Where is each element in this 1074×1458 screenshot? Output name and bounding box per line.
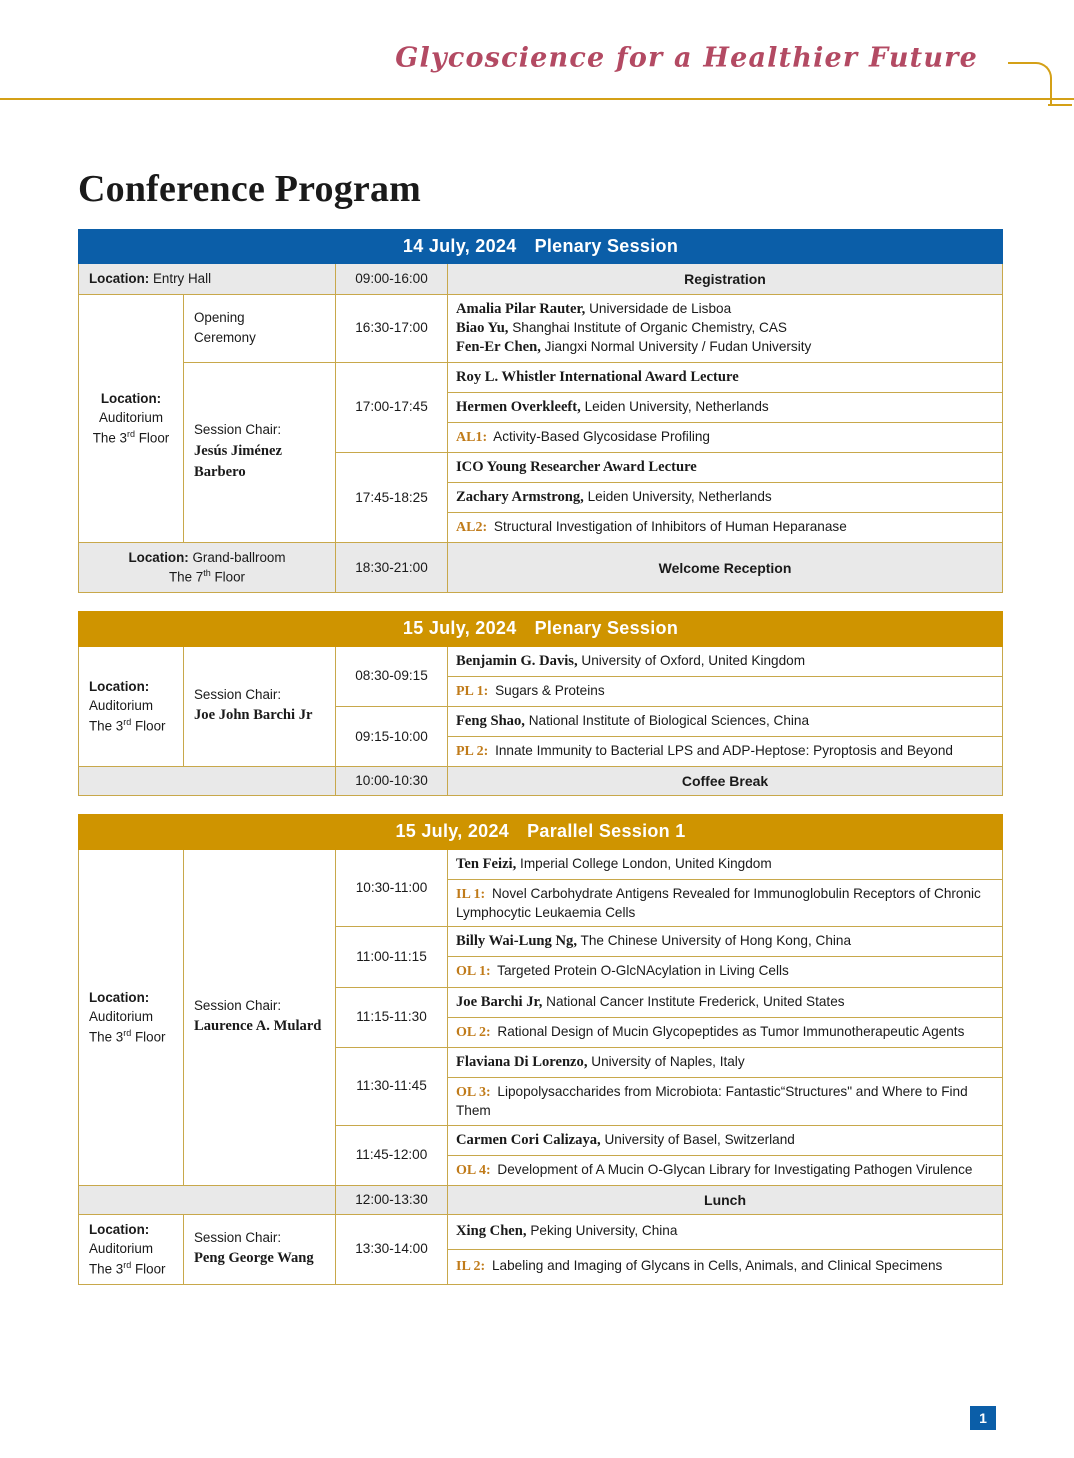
award-title: Roy L. Whistler International Award Lecture <box>448 362 1003 392</box>
chair-label: Session Chair: <box>194 422 282 438</box>
talk-title: Activity-Based Glycosidase Profiling <box>493 428 710 444</box>
chair-label: Session Chair: <box>194 1230 282 1246</box>
page-header <box>0 0 1074 112</box>
talk-time: 11:00-11:15 <box>336 927 448 987</box>
talk-time: 11:45-12:00 <box>336 1125 448 1185</box>
talk-code: OL 2: <box>456 1024 491 1040</box>
location-line2: The 3 <box>92 430 127 446</box>
page-title: Conference Program <box>78 168 422 210</box>
talk-title: Development of A Mucin O-Glycan Library for Investigating Pathogen Virulence <box>497 1161 973 1177</box>
talk-speaker: Billy Wai-Lung Ng, The Chinese University of Hong Kong, China <box>448 927 1003 957</box>
award-talk <box>448 512 1003 542</box>
opening-ceremony-label: Opening Ceremony <box>184 294 336 362</box>
talk-time: 11:30-11:45 <box>336 1047 448 1125</box>
location-line1: Auditorium <box>98 410 163 426</box>
session-chair <box>184 849 336 1185</box>
award-talk <box>448 422 1003 452</box>
schedule-table-15july-plenary <box>78 611 1003 796</box>
session-location: Location: Auditorium The 3rd Floor <box>79 849 184 1185</box>
talk-speaker: Ten Feizi, Imperial College London, United Kingdom <box>448 849 1003 879</box>
talk-title: Sugars & Proteins <box>495 682 605 698</box>
talk-speaker: Joe Barchi Jr, National Cancer Institute Frederick, United States <box>448 987 1003 1017</box>
talk-title: Lipopolysaccharides from Microbiota: Fantastic“Structures" and Where to Find Them <box>456 1083 968 1118</box>
break-title: Coffee Break <box>448 767 1003 796</box>
talk-speaker: Benjamin G. Davis, University of Oxford, United Kingdom <box>448 646 1003 676</box>
table-row <box>79 646 1003 676</box>
talk-title: Innate Immunity to Bacterial LPS and ADP-Heptose: Pyroptosis and Beyond <box>495 742 953 758</box>
talk-title: Targeted Protein O-GlcNAcylation in Living Cells <box>497 963 789 979</box>
table-row <box>79 767 1003 796</box>
talk-title: Labeling and Imaging of Glycans in Cells, Animals, and Clinical Specimens <box>491 1258 943 1274</box>
talk-entry <box>448 676 1003 706</box>
location-label: Location: <box>128 549 189 565</box>
table-row <box>79 815 1003 849</box>
break-title: Lunch <box>448 1185 1003 1214</box>
location-label: Location: <box>89 989 150 1005</box>
talk-code: IL 2: <box>456 1259 486 1275</box>
break-spacer <box>79 767 336 796</box>
chair-name: Joe John Barchi Jr <box>194 707 313 724</box>
location-label: Location: <box>89 1221 150 1237</box>
talk-code: OL 4: <box>456 1162 491 1178</box>
chair-name: Laurence A. Mulard <box>194 1018 322 1035</box>
talk-time: 11:15-11:30 <box>336 987 448 1047</box>
registration-title: Registration <box>448 264 1003 294</box>
section-band <box>79 612 1003 646</box>
table-row <box>79 849 1003 879</box>
talk-title: Rational Design of Mucin Glycopeptides as Tumor Immunotherapeutic Agents <box>497 1023 965 1039</box>
talk-entry <box>448 1017 1003 1047</box>
talk-entry <box>448 1249 1003 1284</box>
talk-speaker: Xing Chen, Peking University, China <box>448 1214 1003 1249</box>
table-row <box>79 1185 1003 1214</box>
band-date: 15 July, 2024 <box>395 821 510 842</box>
section-band <box>79 815 1003 849</box>
registration-location <box>79 264 336 294</box>
talk-speaker: Carmen Cori Calizaya, University of Basel, Switzerland <box>448 1125 1003 1155</box>
table-row <box>79 294 1003 362</box>
talk-code: PL 2: <box>456 743 489 759</box>
opening-ceremony-time: 16:30-17:00 <box>336 294 448 362</box>
location-line3: Floor <box>135 430 170 446</box>
talk-speaker: Flaviana Di Lorenzo, University of Naples, Italy <box>448 1047 1003 1077</box>
table-row <box>79 264 1003 294</box>
band-title: Parallel Session 1 <box>527 821 686 842</box>
talk-entry <box>448 1077 1003 1125</box>
session-location: Location: Auditorium The 3rd Floor <box>79 1214 184 1284</box>
band-title: Plenary Session <box>534 236 679 256</box>
table-row <box>79 1214 1003 1249</box>
schedule-table-15july-parallel1 <box>78 814 1003 1284</box>
location-label: Location: <box>100 391 162 407</box>
talk-entry <box>448 736 1003 766</box>
session-location: Location: Auditorium The 3rd Floor <box>79 646 184 766</box>
talk-time: 09:15-10:00 <box>336 706 448 766</box>
location-label: Location: <box>89 271 150 287</box>
talk-speaker: Feng Shao, National Institute of Biological Sciences, China <box>448 706 1003 736</box>
break-spacer <box>79 1185 336 1214</box>
band-title: Plenary Session <box>534 618 679 639</box>
award-title: ICO Young Researcher Award Lecture <box>448 452 1003 482</box>
header-corner-ornament <box>1008 62 1052 104</box>
talk-entry <box>448 1155 1003 1185</box>
chair-label: Session Chair: <box>194 687 282 703</box>
talk-code: AL1: <box>456 429 488 445</box>
award-time: 17:00-17:45 <box>336 362 448 452</box>
opening-ceremony-speakers: Amalia Pilar Rauter, Universidade de Lisboa Biao Yu, Shanghai Institute of Organic Chemistry, CAS Fen-Er Chen, Jiangxi Normal University / Fudan University <box>448 294 1003 362</box>
talk-code: OL 3: <box>456 1084 491 1100</box>
session-chair <box>184 362 336 542</box>
header-divider <box>0 98 1074 100</box>
break-time: 12:00-13:30 <box>336 1185 448 1214</box>
talk-time: 08:30-09:15 <box>336 646 448 706</box>
talk-code: PL 1: <box>456 683 489 699</box>
registration-time: 09:00-16:00 <box>336 264 448 294</box>
table-row <box>79 612 1003 646</box>
chair-label: Session Chair: <box>194 998 282 1014</box>
location-value: Entry Hall <box>153 271 212 287</box>
reception-title: Welcome Reception <box>448 542 1003 592</box>
talk-title: Structural Investigation of Inhibitors of Human Heparanase <box>493 518 847 534</box>
talk-title: Novel Carbohydrate Antigens Revealed for Immunoglobulin Receptors of Chronic Lymphocytic Leukaemia Cells <box>456 885 981 920</box>
table-row <box>79 230 1003 264</box>
band-date: 14 July, 2024 <box>402 236 517 256</box>
session-chair <box>184 1214 336 1284</box>
location-label: Location: <box>89 678 150 694</box>
section-band <box>79 230 1003 264</box>
table-row <box>79 542 1003 592</box>
schedule-table-14july-plenary <box>78 229 1003 593</box>
chair-name: Jesús Jiménez Barbero <box>194 442 282 481</box>
chair-name: Peng George Wang <box>194 1250 314 1267</box>
conference-tagline: Glycoscience for a Healthier Future <box>395 42 978 74</box>
talk-entry <box>448 879 1003 927</box>
award-speaker: Zachary Armstrong, Leiden University, Netherlands <box>448 482 1003 512</box>
session-chair <box>184 646 336 766</box>
location-value: Grand-ballroom <box>192 549 286 565</box>
talk-time: 10:30-11:00 <box>336 849 448 927</box>
location-ordinal: rd <box>127 428 136 439</box>
reception-location: Location: Grand-ballroom The 7th Floor <box>79 542 336 592</box>
award-time: 17:45-18:25 <box>336 452 448 542</box>
talk-code: IL 1: <box>456 886 486 902</box>
band-date: 15 July, 2024 <box>402 618 517 639</box>
award-speaker: Hermen Overkleeft, Leiden University, Netherlands <box>448 392 1003 422</box>
break-time: 10:00-10:30 <box>336 767 448 796</box>
talk-entry <box>448 957 1003 987</box>
reception-time: 18:30-21:00 <box>336 542 448 592</box>
talk-code: OL 1: <box>456 964 491 980</box>
table-row <box>79 362 1003 392</box>
talk-time: 13:30-14:00 <box>336 1214 448 1284</box>
session-location <box>79 294 184 542</box>
talk-code: AL2: <box>456 519 488 535</box>
page-number-badge: 1 <box>970 1406 996 1430</box>
